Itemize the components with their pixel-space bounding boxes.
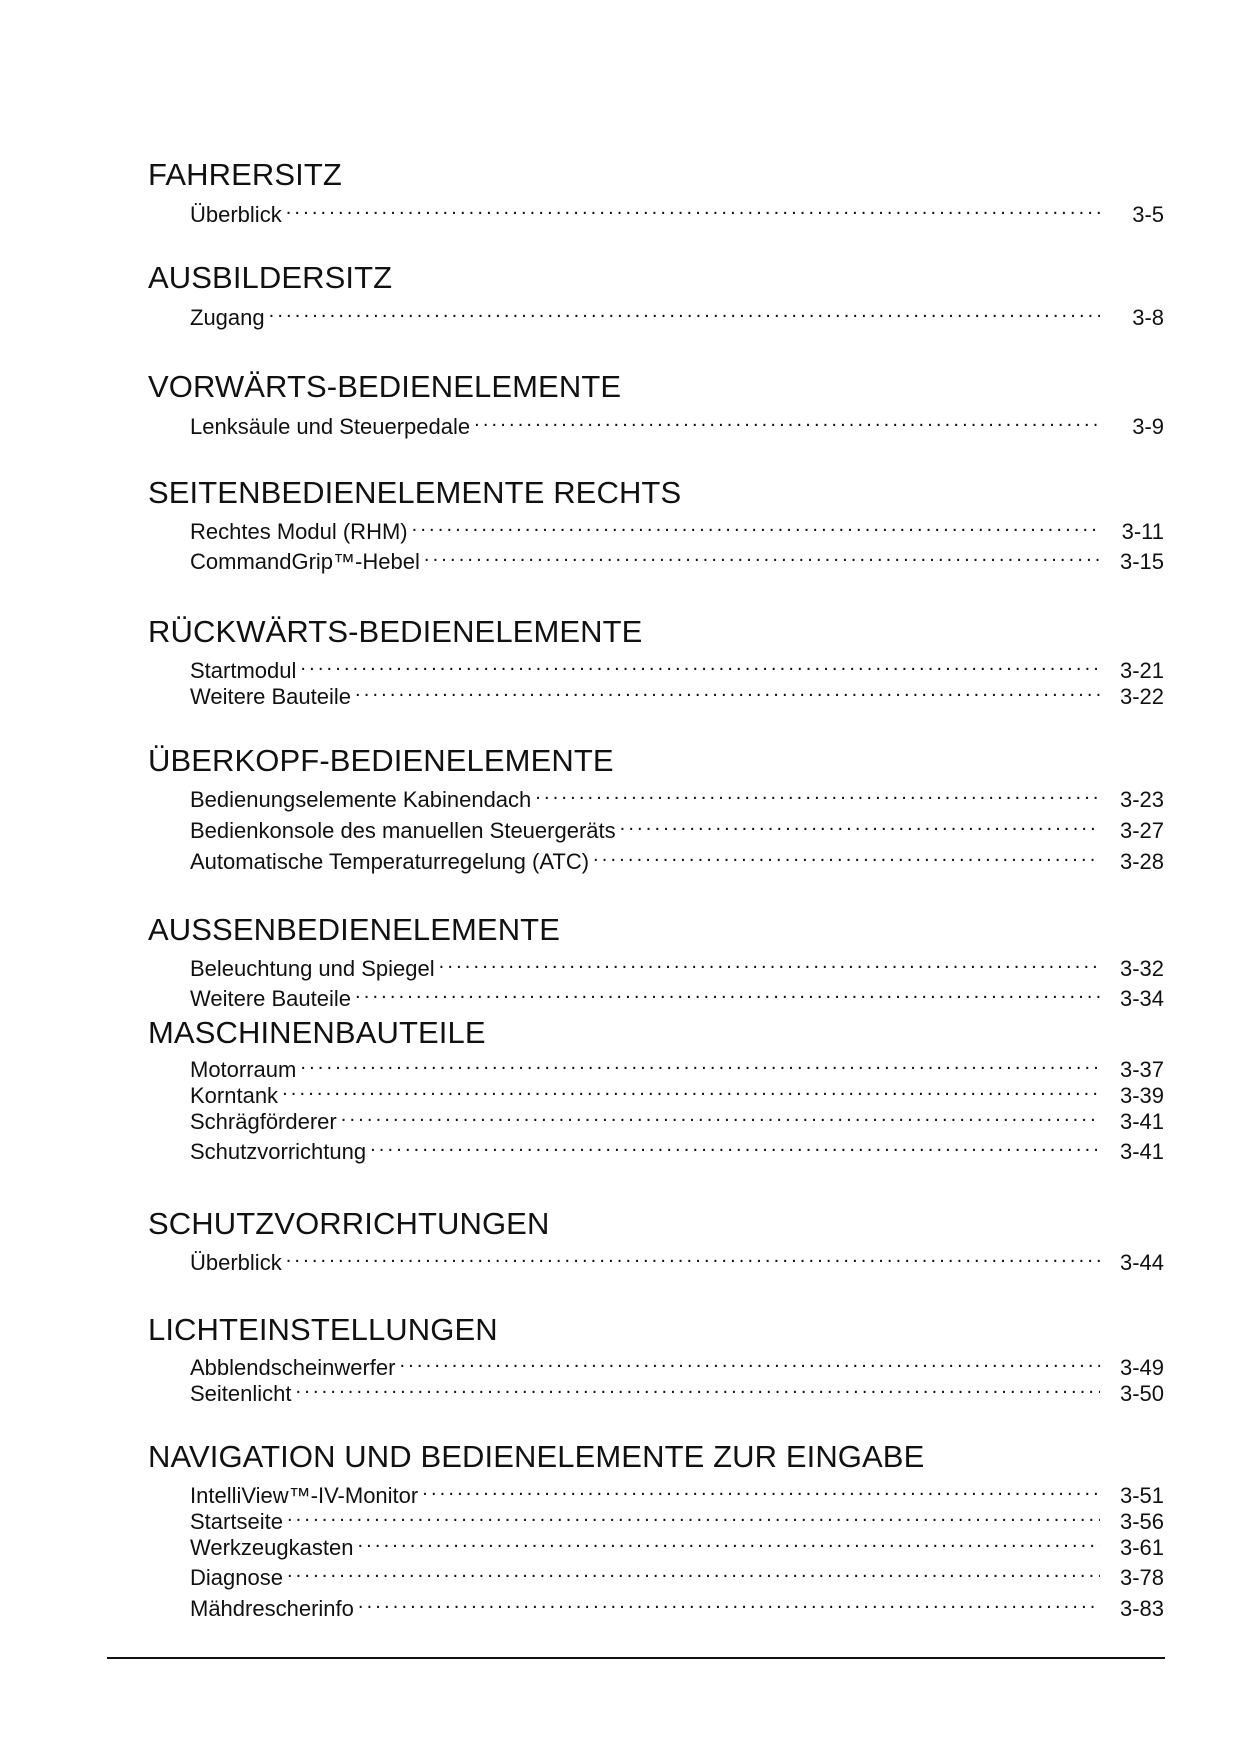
- toc-entry-page: 3-8: [1132, 305, 1164, 330]
- toc-entry-page: 3-41: [1119, 1139, 1164, 1164]
- toc-entry-page: 3-23: [1119, 787, 1164, 812]
- toc-entry-page: 3-15: [1119, 549, 1164, 574]
- toc-entry[interactable]: [190, 1557, 1164, 1590]
- dot-leader: [357, 1527, 1100, 1555]
- section-heading-schutzvorrichtungen: SCHUTZVORRICHTUNGEN: [148, 1206, 550, 1241]
- toc-entry-page: 3-9: [1132, 414, 1164, 439]
- dot-leader: [424, 541, 1100, 569]
- toc-entry[interactable]: [190, 676, 1164, 709]
- dot-leader: [399, 1347, 1100, 1375]
- toc-entry-title: IntelliView™-IV-Monitor: [190, 1483, 419, 1508]
- toc-entry[interactable]: [190, 779, 1164, 812]
- dot-leader: [412, 511, 1100, 539]
- dot-leader: [287, 1557, 1100, 1585]
- dot-leader: [355, 676, 1100, 704]
- toc-entry-title: Bedienungselemente Kabinendach: [190, 787, 532, 812]
- dot-leader: [300, 650, 1100, 678]
- toc-entry-page: 3-5: [1132, 202, 1164, 227]
- section-heading-fahrersitz: FAHRERSITZ: [148, 157, 342, 192]
- section-heading-ueberkopf-bedienelemente: ÜBERKOPF-BEDIENELEMENTE: [148, 743, 614, 778]
- toc-entry-page: 3-34: [1119, 986, 1164, 1011]
- toc-entry[interactable]: [190, 1101, 1164, 1134]
- section-heading-lichteinstellungen: LICHTEINSTELLUNGEN: [148, 1312, 498, 1347]
- toc-entry-page: 3-50: [1119, 1381, 1164, 1406]
- dot-leader: [593, 841, 1100, 869]
- toc-entry[interactable]: [190, 841, 1164, 874]
- toc-entry-page: 3-78: [1119, 1565, 1164, 1590]
- section-heading-ausbildersitz: AUSBILDERSITZ: [148, 260, 393, 295]
- toc-entry-page: 3-22: [1119, 684, 1164, 709]
- toc-entry[interactable]: [190, 1131, 1164, 1164]
- toc-entry-page: 3-21: [1119, 658, 1164, 683]
- toc-entry-title: Überblick: [190, 1250, 282, 1275]
- toc-entry-page: 3-32: [1119, 956, 1164, 981]
- toc-entry-title: Motorraum: [190, 1057, 297, 1082]
- toc-entry[interactable]: [190, 1049, 1164, 1082]
- toc-entry-title: Korntank: [190, 1083, 279, 1108]
- toc-entry-title: Beleuchtung und Spiegel: [190, 956, 435, 981]
- toc-entry-title: Zugang: [190, 305, 265, 330]
- toc-entry-title: Abblendscheinwerfer: [190, 1355, 396, 1380]
- toc-entry[interactable]: [190, 948, 1164, 981]
- dot-leader: [355, 978, 1100, 1006]
- toc-entry-page: 3-11: [1121, 519, 1164, 544]
- toc-entry[interactable]: [190, 978, 1164, 1011]
- dot-leader: [300, 1049, 1100, 1077]
- toc-entry-title: Weitere Bauteile: [190, 986, 352, 1011]
- toc-entry-title: Weitere Bauteile: [190, 684, 352, 709]
- toc-entry[interactable]: [190, 1373, 1164, 1406]
- section-heading-rueckwaerts-bedienelemente: RÜCKWÄRTS-BEDIENELEMENTE: [148, 614, 643, 649]
- toc-entry-title: Rechtes Modul (RHM): [190, 519, 408, 544]
- section-heading-maschinenbauteile: MASCHINENBAUTEILE: [148, 1015, 486, 1050]
- toc-entry-page: 3-44: [1119, 1250, 1164, 1275]
- toc-entry[interactable]: [190, 194, 1164, 227]
- toc-entry-page: 3-51: [1119, 1483, 1164, 1508]
- toc-entry-title: Werkzeugkasten: [190, 1535, 354, 1560]
- dot-leader: [535, 779, 1100, 807]
- dot-leader: [287, 1501, 1100, 1529]
- toc-entry-title: Lenksäule und Steuerpedale: [190, 414, 471, 439]
- toc-entry-title: Startseite: [190, 1509, 283, 1534]
- toc-entry[interactable]: [190, 1475, 1164, 1508]
- dot-leader: [286, 1242, 1100, 1270]
- toc-entry[interactable]: [190, 1242, 1164, 1275]
- toc-entry-page: 3-28: [1119, 849, 1164, 874]
- toc-entry[interactable]: [190, 1588, 1164, 1621]
- toc-entry-page: 3-39: [1119, 1083, 1164, 1108]
- toc-entry[interactable]: [190, 1075, 1164, 1108]
- toc-entry-page: 3-83: [1119, 1596, 1164, 1621]
- toc-entry[interactable]: [190, 1501, 1164, 1534]
- toc-entry[interactable]: [190, 297, 1164, 330]
- section-heading-aussenbedienelemente: AUSSENBEDIENELEMENTE: [148, 912, 560, 947]
- toc-entry-page: 3-49: [1119, 1355, 1164, 1380]
- toc-entry-title: CommandGrip™-Hebel: [190, 549, 420, 574]
- toc-entry-title: Seitenlicht: [190, 1381, 292, 1406]
- toc-entry-title: Schutzvorrichtung: [190, 1139, 367, 1164]
- dot-leader: [286, 194, 1100, 222]
- dot-leader: [474, 406, 1100, 434]
- toc-entry-title: Überblick: [190, 202, 282, 227]
- section-heading-seitenbedienelemente-rechts: SEITENBEDIENELEMENTE RECHTS: [148, 475, 682, 510]
- toc-entry[interactable]: [190, 1347, 1164, 1380]
- dot-leader: [358, 1588, 1100, 1616]
- toc-entry[interactable]: [190, 650, 1164, 683]
- toc-entry[interactable]: [190, 511, 1164, 544]
- dot-leader: [282, 1075, 1100, 1103]
- dot-leader: [422, 1475, 1100, 1503]
- toc-entry-page: 3-37: [1119, 1057, 1164, 1082]
- toc-entry-page: 3-41: [1119, 1109, 1164, 1134]
- toc-entry-page: 3-27: [1119, 818, 1164, 843]
- toc-entry[interactable]: [190, 406, 1164, 439]
- toc-entry-title: Mähdrescherinfo: [190, 1596, 354, 1621]
- dot-leader: [439, 948, 1100, 976]
- section-heading-navigation-und-bedienelemente: NAVIGATION UND BEDIENELEMENTE ZUR EINGABE: [148, 1439, 925, 1474]
- dot-leader: [341, 1101, 1100, 1129]
- toc-entry-title: Automatische Temperaturregelung (ATC): [190, 849, 590, 874]
- toc-entry-title: Schrägförderer: [190, 1109, 337, 1134]
- toc-entry-title: Bedienkonsole des manuellen Steuergeräts: [190, 818, 616, 843]
- footer-divider: [107, 1657, 1165, 1659]
- toc-entry-page: 3-61: [1119, 1535, 1164, 1560]
- toc-entry-page: 3-56: [1119, 1509, 1164, 1534]
- toc-entry[interactable]: [190, 541, 1164, 574]
- dot-leader: [296, 1373, 1100, 1401]
- toc-entry-title: Startmodul: [190, 658, 297, 683]
- dot-leader: [269, 297, 1100, 325]
- dot-leader: [620, 810, 1100, 838]
- dot-leader: [370, 1131, 1100, 1159]
- toc-entry-title: Diagnose: [190, 1565, 283, 1590]
- toc-entry[interactable]: [190, 810, 1164, 843]
- section-heading-vorwaerts-bedienelemente: VORWÄRTS-BEDIENELEMENTE: [148, 369, 622, 404]
- toc-entry[interactable]: [190, 1527, 1164, 1560]
